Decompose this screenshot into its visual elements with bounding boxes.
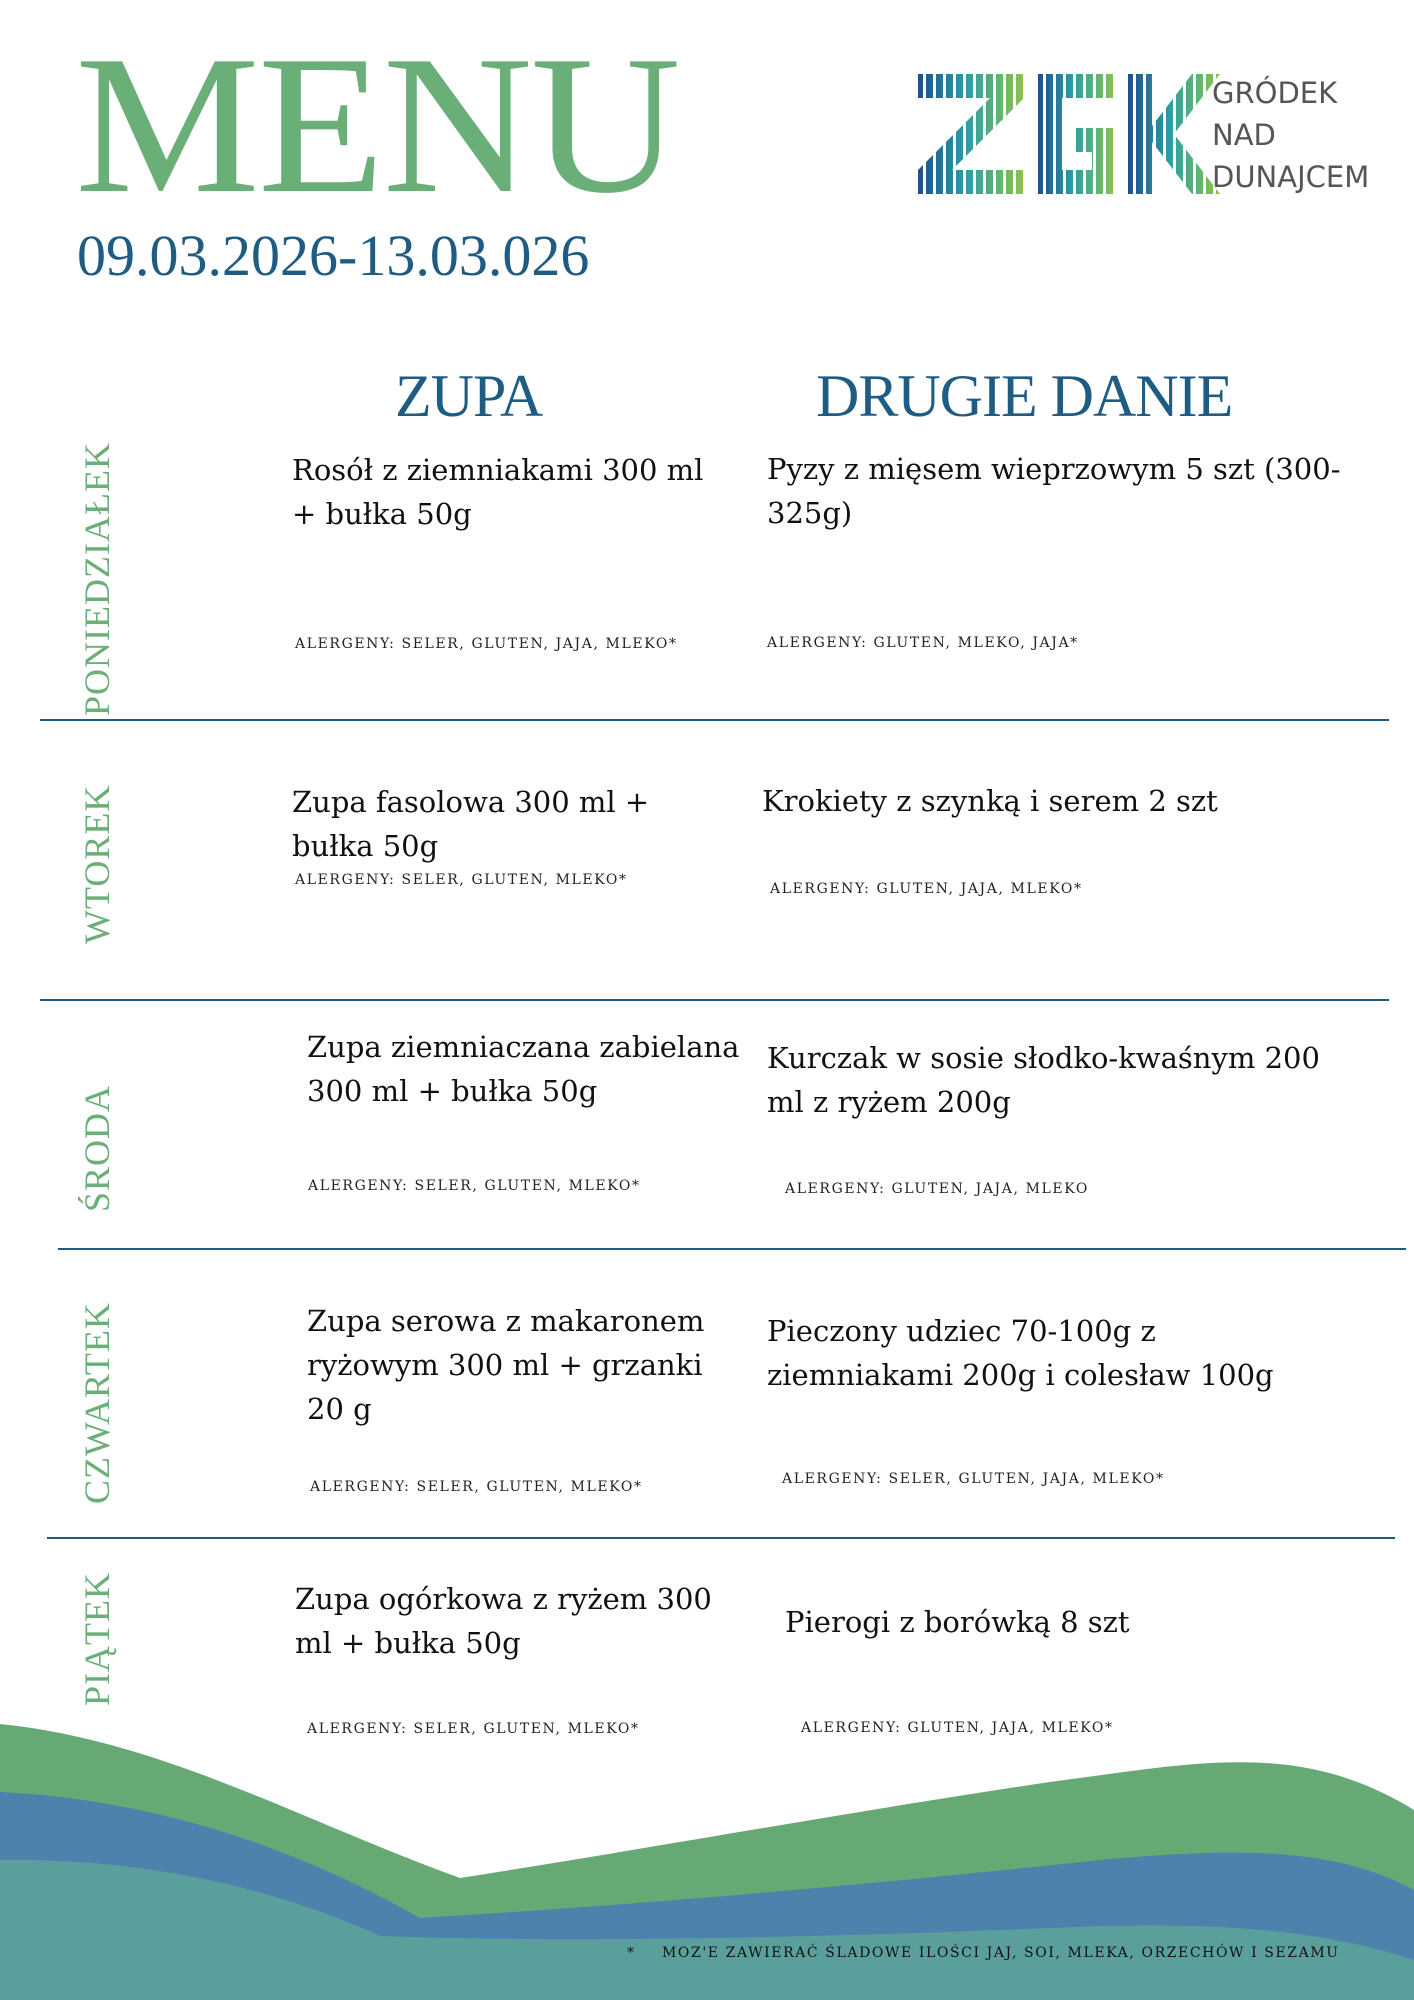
friday-soup-allergens: ALERGENY: SELER, GLUTEN, MLEKO*	[307, 1721, 640, 1737]
thursday-soup-allergens: ALERGENY: SELER, GLUTEN, MLEKO*	[310, 1479, 643, 1495]
tuesday-main: Krokiety z szynką i serem 2 szt	[762, 784, 1218, 818]
tuesday-main-allergens: ALERGENY: GLUTEN, JAJA, MLEKO*	[770, 881, 1083, 897]
menu-title: MENU	[75, 15, 679, 234]
footnote-text: MOZ'E ZAWIERAĆ ŚLADOWE ILOŚCI JAJ, SOI, MLEKA, ORZECHÓW I SEZAMU	[662, 1945, 1340, 1961]
column-header-soup: ZUPA	[395, 363, 543, 429]
monday-main: Pyzy z mięsem wieprzowym 5 szt (300-325g)	[767, 452, 1341, 530]
logo-line-2: NAD	[1212, 118, 1276, 152]
wednesday-soup-allergens: ALERGENY: SELER, GLUTEN, MLEKO*	[308, 1178, 641, 1194]
friday-main: Pierogi z borówką 8 szt	[785, 1605, 1130, 1639]
monday-soup-allergens: ALERGENY: SELER, GLUTEN, JAJA, MLEKO*	[295, 636, 678, 652]
wednesday-main: Kurczak w sosie słodko-kwaśnym 200 ml z ryżem 200g	[767, 1041, 1320, 1119]
monday-main-allergens: ALERGENY: GLUTEN, MLEKO, JAJA*	[767, 635, 1079, 651]
day-label-friday: PIĄTEK	[77, 1572, 117, 1706]
footnote-star: *	[627, 1945, 636, 1961]
day-label-wednesday: ŚRODA	[77, 1084, 117, 1212]
tuesday-soup: Zupa fasolowa 300 ml + bułka 50g	[292, 785, 650, 863]
menu-dates: 09.03.2026-13.03.026	[77, 223, 590, 288]
monday-soup: Rosół z ziemniakami 300 ml + bułka 50g	[292, 453, 704, 531]
divider-2	[40, 999, 1389, 1001]
wednesday-soup: Zupa ziemniaczana zabielana 300 ml + bułka 50g	[307, 1030, 740, 1108]
day-label-tuesday: WTOREK	[77, 784, 117, 944]
zgk-letters	[916, 72, 1222, 197]
thursday-main: Pieczony udziec 70-100g z ziemniakami 200g i colesław 100g	[767, 1314, 1274, 1392]
logo-text	[1212, 72, 1369, 198]
day-label-monday: PONIEDZIAŁEK	[77, 442, 117, 716]
divider-1	[40, 719, 1389, 721]
day-label-thursday: CZWARTEK	[77, 1302, 117, 1504]
wednesday-main-allergens: ALERGENY: GLUTEN, JAJA, MLEKO	[785, 1181, 1089, 1197]
divider-4	[47, 1537, 1395, 1539]
friday-soup: Zupa ogórkowa z ryżem 300 ml + bułka 50g	[295, 1582, 712, 1660]
tuesday-soup-allergens: ALERGENY: SELER, GLUTEN, MLEKO*	[295, 872, 628, 888]
logo-line-1: GRÓDEK	[1212, 76, 1338, 110]
logo-line-3: DUNAJCEM	[1212, 160, 1370, 194]
friday-main-allergens: ALERGENY: GLUTEN, JAJA, MLEKO*	[801, 1720, 1114, 1736]
thursday-main-allergens: ALERGENY: SELER, GLUTEN, JAJA, MLEKO*	[782, 1471, 1165, 1487]
divider-3	[58, 1248, 1406, 1250]
column-header-main: DRUGIE DANIE	[816, 363, 1233, 429]
thursday-soup: Zupa serowa z makaronem ryżowym 300 ml + grzanki 20 g	[307, 1304, 705, 1426]
